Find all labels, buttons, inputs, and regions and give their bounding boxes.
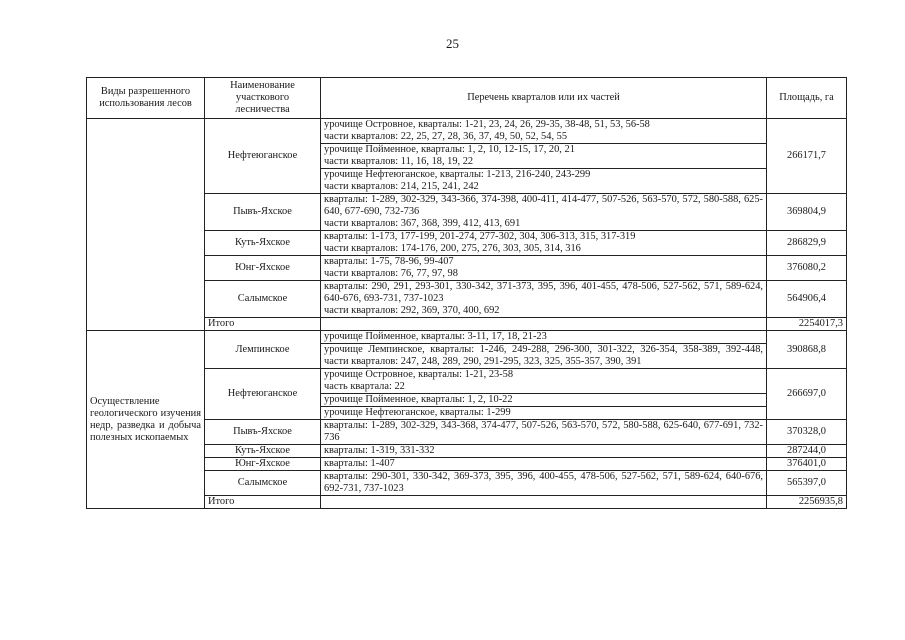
quarters-line: урочище Пойменное, кварталы: 1, 2, 10-22 — [324, 394, 513, 405]
quarters-text: кварталы: 1-319, 331-332 — [324, 445, 435, 456]
area-value: 376080,2 — [767, 256, 847, 281]
forestry-name: Куть-Яхское — [205, 445, 321, 458]
quarters-cell — [321, 458, 767, 471]
quarters-cell — [321, 369, 767, 420]
quarters-cell — [321, 445, 767, 458]
forestry-name: Юнг-Яхское — [205, 256, 321, 281]
quarters-line: части кварталов: 22, 25, 27, 28, 36, 37, 49, 50, 52, 54, 55 — [324, 131, 568, 142]
area-value: 287244,0 — [767, 445, 847, 458]
header-forestry-name: Наименование участкового лесничества — [205, 78, 321, 119]
quarters-text: кварталы: 290, 291, 293-301, 330-342, 371-373, 395, 396, 401-455, 478-506, 527-562, 571, 589-624, 640-676, 693-731, 737-1023 — [324, 281, 763, 304]
quarters-line: урочище Островное, кварталы: 1-21, 23-58 — [324, 369, 514, 380]
forestry-name: Юнг-Яхское — [205, 458, 321, 471]
total-empty-cell — [321, 318, 767, 331]
quarters-line: урочище Нефтеюганское, кварталы: 1-213, 216-240, 243-299 — [324, 169, 591, 180]
page-number: 25 — [446, 36, 459, 51]
area-value: 286829,9 — [767, 231, 847, 256]
forestry-name: Нефтеюганское — [205, 119, 321, 194]
area-value: 564906,4 — [767, 281, 847, 318]
quarters-parts: части кварталов: 367, 368, 399, 412, 413, 691 — [324, 218, 521, 229]
header-area: Площадь, га — [767, 78, 847, 119]
quarters-text: кварталы: 290-301, 330-342, 369-373, 395, 396, 400-455, 478-506, 527-562, 571, 589-624, 640-676, 692-731, 737-1023 — [324, 471, 763, 494]
forestry-name: Пывъ-Яхское — [205, 194, 321, 231]
forestry-name: Нефтеюганское — [205, 369, 321, 420]
quarters-block — [321, 168, 766, 193]
quarters-block — [321, 143, 766, 168]
quarters-cell — [321, 471, 767, 496]
quarters-text: кварталы: 1-407 — [324, 458, 395, 469]
quarters-line: урочище Пойменное, кварталы: 1, 2, 10, 12-15, 17, 20, 21 — [324, 144, 575, 155]
quarters-line: урочище Нефтеюганское, кварталы: 1-299 — [324, 407, 511, 418]
table-header-row — [87, 78, 847, 119]
quarters-text: кварталы: 1-75, 78-96, 99-407 — [324, 256, 454, 267]
quarters-cell — [321, 420, 767, 445]
quarters-text: кварталы: 1-289, 302-329, 343-366, 374-398, 400-411, 414-477, 507-526, 563-570, 572, 580-588, 625-640, 677-690, 732-736 — [324, 194, 763, 217]
area-value: 369804,9 — [767, 194, 847, 231]
forestry-name: Куть-Яхское — [205, 231, 321, 256]
quarters-cell — [321, 281, 767, 318]
quarters-line: урочище Островное, кварталы: 1-21, 23, 24, 26, 29-35, 38-48, 51, 53, 56-58 — [324, 119, 650, 130]
quarters-block — [321, 343, 766, 368]
forestry-name: Пывъ-Яхское — [205, 420, 321, 445]
quarters-cell — [321, 194, 767, 231]
area-value: 376401,0 — [767, 458, 847, 471]
forest-use-table — [86, 77, 847, 509]
quarters-block — [321, 119, 766, 143]
quarters-line: урочище Пойменное, кварталы: 3-11, 17, 18, 21-23 — [324, 331, 547, 342]
area-value: 266697,0 — [767, 369, 847, 420]
quarters-text: кварталы: 1-289, 302-329, 343-368, 374-477, 507-526, 563-570, 572, 580-588, 625-640, 677-691, 732-736 — [324, 420, 763, 443]
total-label: Итого — [205, 318, 321, 331]
header-use-type: Виды разрешенного использования лесов — [87, 78, 205, 119]
use-type-cell: Осуществление геологического изучения недр, разведка и добыча полезных ископаемых — [87, 331, 205, 509]
quarters-line: часть квартала: 22 — [324, 381, 405, 392]
area-value: 266171,7 — [767, 119, 847, 194]
table-row — [87, 119, 847, 194]
quarters-block — [321, 369, 766, 393]
total-label: Итого — [205, 496, 321, 509]
table-row — [87, 331, 847, 369]
quarters-block — [321, 393, 766, 406]
quarters-block — [321, 331, 766, 343]
quarters-cell — [321, 119, 767, 194]
quarters-parts: части кварталов: 174-176, 200, 275, 276, 303, 305, 314, 316 — [324, 243, 581, 254]
quarters-cell — [321, 231, 767, 256]
header-quarters-list: Перечень кварталов или их частей — [321, 78, 767, 119]
total-area: 2256935,8 — [767, 496, 847, 509]
total-area: 2254017,3 — [767, 318, 847, 331]
quarters-parts: части кварталов: 76, 77, 97, 98 — [324, 268, 458, 279]
quarters-text: кварталы: 1-173, 177-199, 201-274, 277-302, 304, 306-313, 315, 317-319 — [324, 231, 636, 242]
quarters-line: части кварталов: 11, 16, 18, 19, 22 — [324, 156, 474, 167]
area-value: 565397,0 — [767, 471, 847, 496]
forestry-name: Салымское — [205, 281, 321, 318]
use-type-cell — [87, 119, 205, 331]
forestry-name: Лемпинское — [205, 331, 321, 369]
quarters-cell — [321, 331, 767, 369]
area-value: 390868,8 — [767, 331, 847, 369]
quarters-block — [321, 406, 766, 419]
total-empty-cell — [321, 496, 767, 509]
quarters-parts: части кварталов: 292, 369, 370, 400, 692 — [324, 305, 500, 316]
quarters-text: урочище Лемпинское, кварталы: 1-246, 249-288, 296-300, 301-322, 326-354, 358-389, 392-448, части кварталов: 247, 248, 289, 290, 291-295, 323, 325, 355-357, 390, 391 — [324, 344, 763, 367]
quarters-cell — [321, 256, 767, 281]
quarters-line: части кварталов: 214, 215, 241, 242 — [324, 181, 479, 192]
area-value: 370328,0 — [767, 420, 847, 445]
forestry-name: Салымское — [205, 471, 321, 496]
